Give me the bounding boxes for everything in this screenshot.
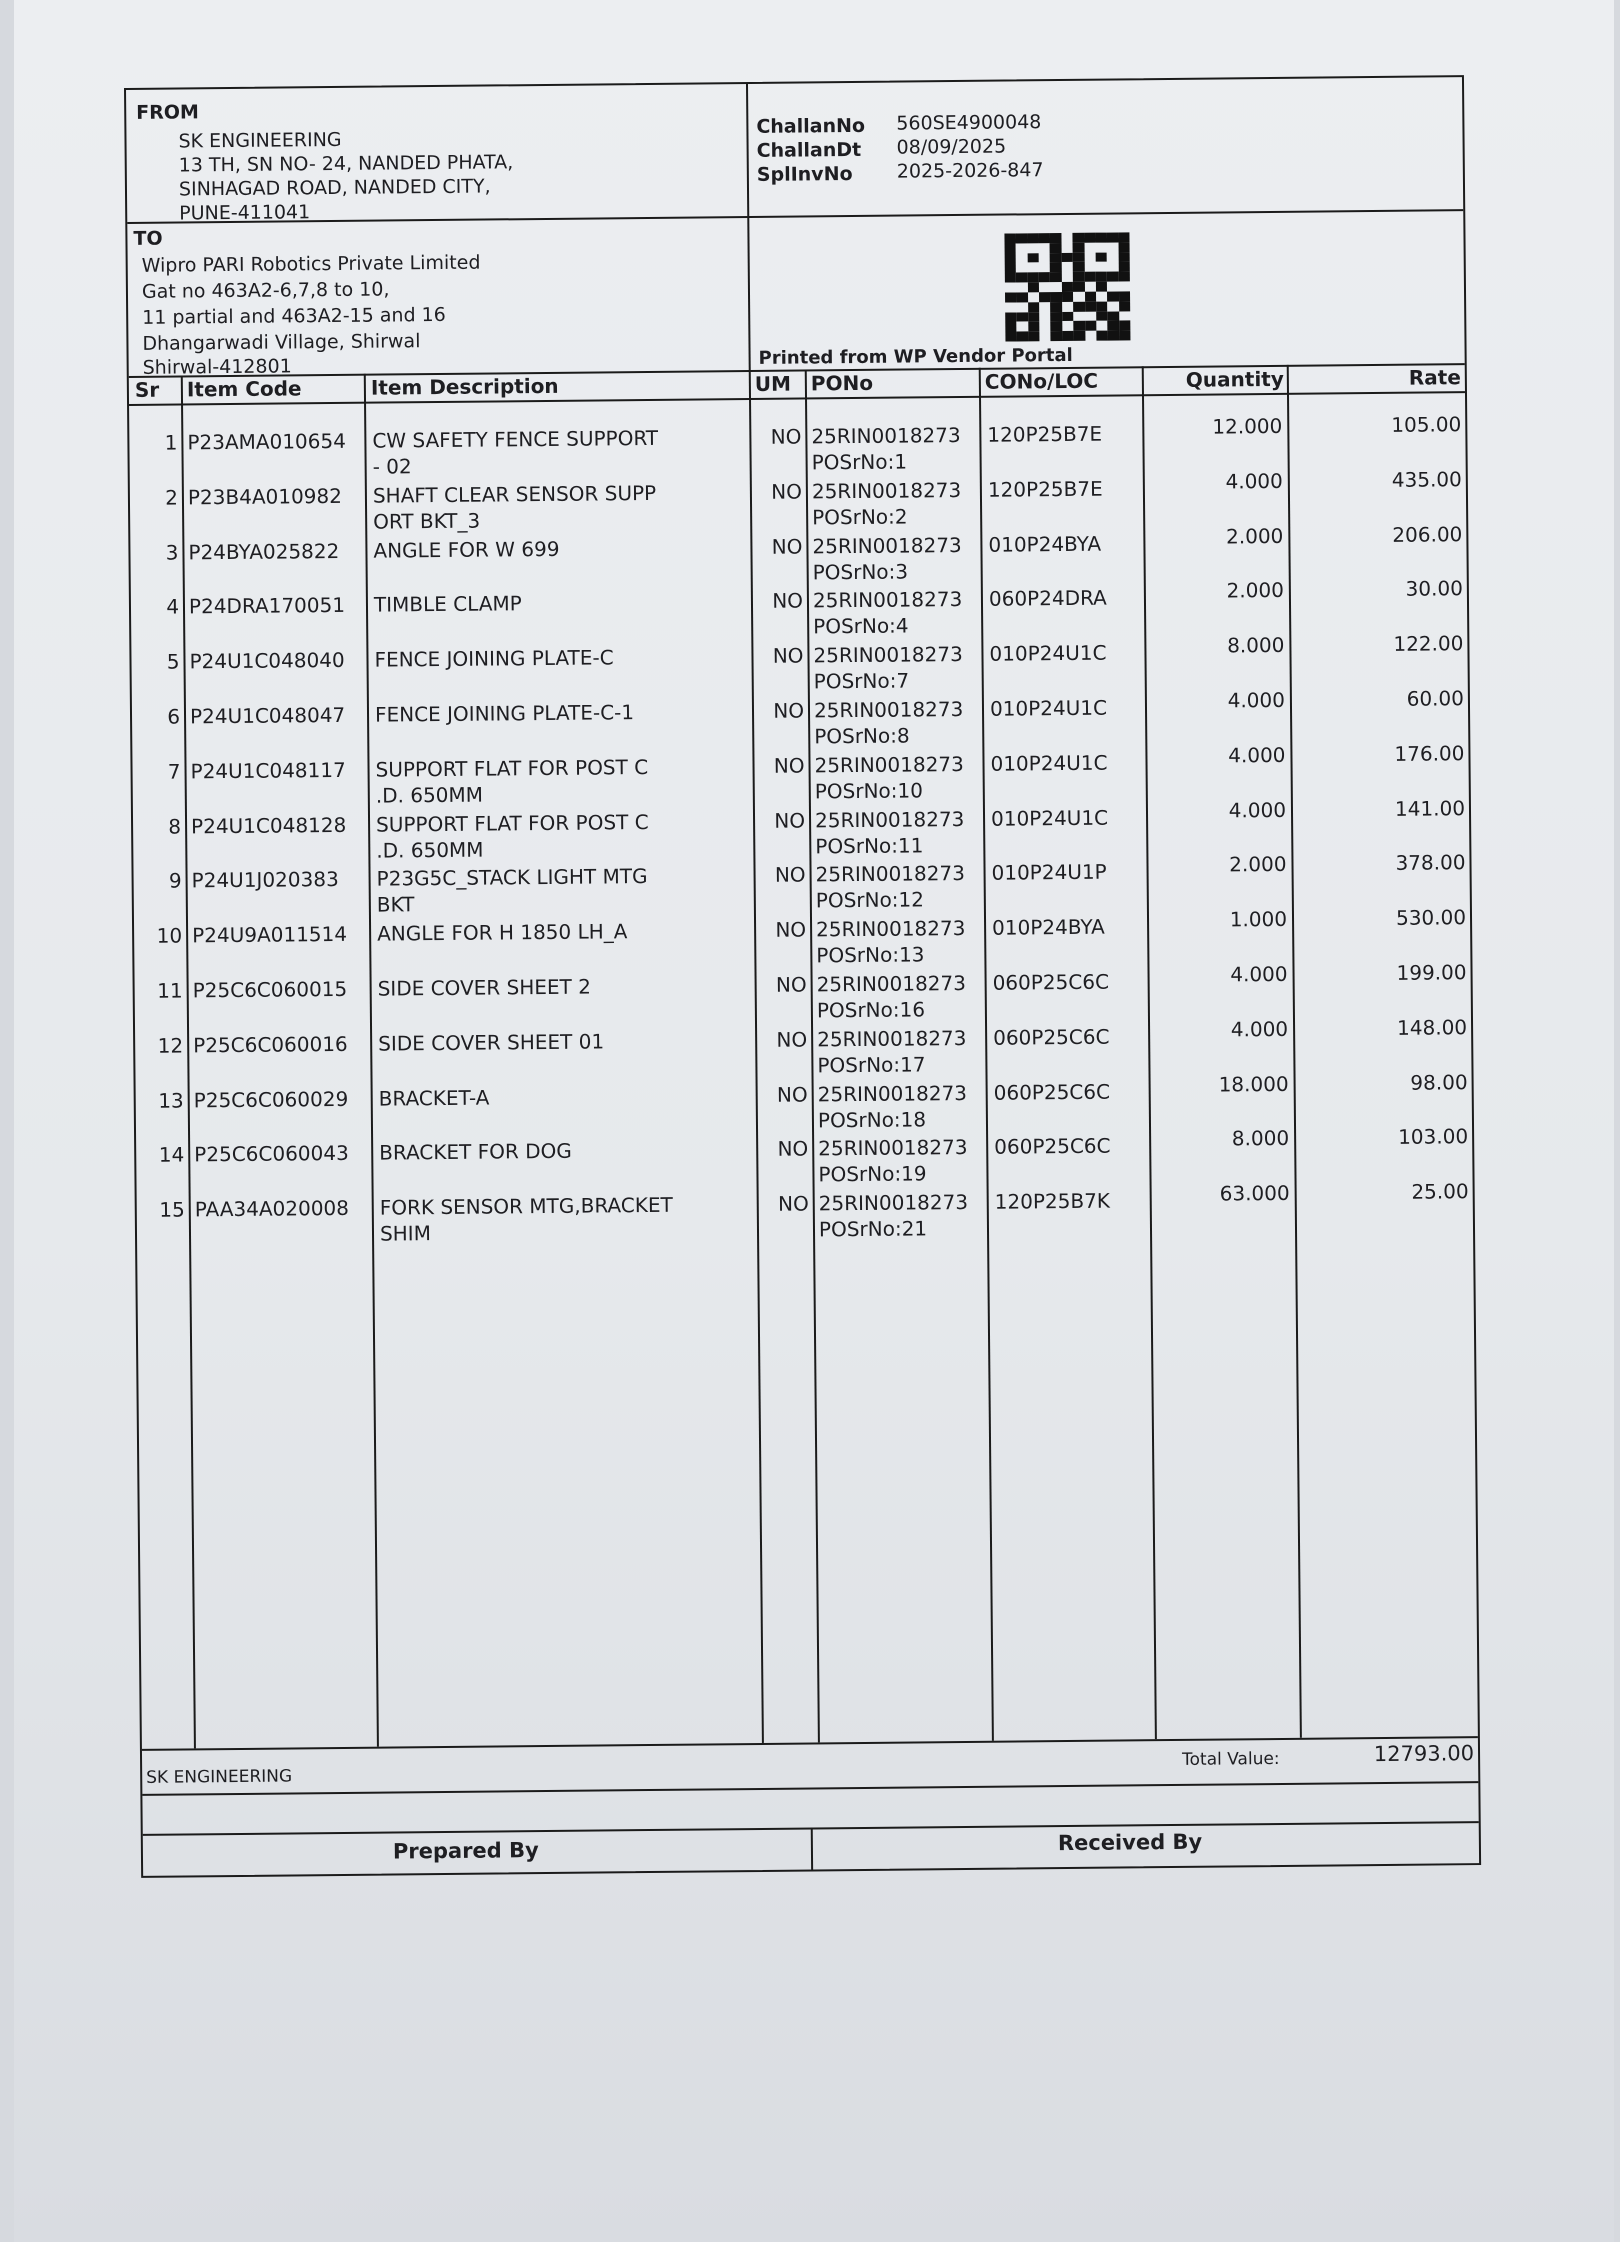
item-description-line: SUPPORT FLAT FOR POST C	[375, 809, 649, 837]
vendor-portal-note: Printed from WP Vendor Portal	[758, 344, 1073, 369]
item-sr: 2	[165, 485, 179, 510]
item-description-line: BRACKET FOR DOG	[379, 1139, 572, 1165]
item-sr: 13	[158, 1088, 184, 1113]
item-description-line: FORK SENSOR MTG,BRACKET	[379, 1192, 673, 1220]
item-sr: 9	[168, 868, 182, 893]
item-sr: 6	[167, 704, 181, 729]
item-co-no-loc: 060P25C6C	[992, 969, 1110, 995]
from-address-line: 13 TH, SN NO- 24, NANDED PHATA,	[178, 151, 514, 177]
item-description-line: TIMBLE CLAMP	[373, 591, 522, 618]
item-description-line: .D. 650MM	[375, 782, 484, 808]
item-co-no-loc: 120P25B7E	[987, 421, 1103, 447]
challan-no-label: ChallanNo	[756, 114, 866, 138]
from-label: FROM	[136, 101, 200, 124]
col-divider	[979, 368, 994, 1741]
item-co-no-loc: 010P24U1C	[989, 695, 1108, 721]
item-po-no: 25RIN0018273	[812, 532, 962, 559]
from-bottom-rule	[127, 209, 1463, 224]
item-quantity: 4.000	[1228, 797, 1287, 823]
item-quantity: 2.000	[1225, 523, 1284, 549]
item-um: NO	[770, 424, 802, 449]
item-quantity: 8.000	[1227, 633, 1285, 658]
invoice-no-label: SplInvNo	[756, 163, 853, 186]
column-header-item-code: Item Code	[186, 376, 302, 402]
item-co-no-loc: 010P24BYA	[991, 914, 1105, 940]
item-description-line: SIDE COVER SHEET 01	[378, 1029, 605, 1056]
item-quantity: 2.000	[1229, 852, 1287, 877]
item-sr: 8	[168, 814, 182, 839]
item-quantity: 8.000	[1231, 1126, 1290, 1151]
item-um: NO	[772, 588, 804, 614]
item-code: P24U1C048117	[190, 757, 346, 784]
item-code: P24U9A011514	[192, 922, 348, 948]
item-sr: 4	[166, 594, 180, 620]
item-po-sr-no: POSrNo:17	[817, 1052, 926, 1078]
item-um: NO	[775, 917, 807, 942]
item-code: P24U1C048047	[189, 702, 346, 729]
item-description-line: SHIM	[379, 1221, 432, 1246]
item-co-no-loc: 060P25C6C	[993, 1079, 1111, 1105]
item-um: NO	[772, 643, 804, 668]
item-co-no-loc: 120P25B7K	[994, 1188, 1111, 1214]
item-um: NO	[776, 1082, 808, 1107]
item-po-no: 25RIN0018273	[817, 1080, 968, 1106]
column-header-po-no: PONo	[810, 370, 874, 396]
header-divider	[746, 84, 751, 370]
item-code: P24BYA025822	[188, 538, 340, 564]
item-po-no: 25RIN0018273	[816, 970, 967, 997]
paper-sheet	[14, 0, 1614, 2242]
item-quantity: 4.000	[1228, 742, 1286, 768]
item-rate: 378.00	[1395, 850, 1466, 876]
column-header-quantity: Quantity	[1185, 366, 1284, 392]
item-po-sr-no: POSrNo:11	[815, 832, 924, 858]
item-quantity: 4.000	[1227, 687, 1286, 713]
item-code: P23B4A010982	[187, 483, 343, 510]
item-rate: 25.00	[1411, 1179, 1469, 1204]
item-quantity: 4.000	[1225, 468, 1283, 494]
item-quantity: 12.000	[1212, 413, 1283, 439]
item-description-line: BRACKET-A	[378, 1085, 490, 1111]
from-company-name: SK ENGINEERING	[178, 128, 342, 153]
item-po-no: 25RIN0018273	[812, 587, 963, 613]
item-description-line: ANGLE FOR H 1850 LH_A	[377, 919, 628, 946]
item-um: NO	[771, 479, 803, 504]
column-header-rule	[129, 391, 1465, 406]
col-divider	[181, 375, 196, 1748]
item-code: P25C6C060016	[193, 1031, 348, 1058]
item-po-no: 25RIN0018273	[815, 861, 965, 887]
item-um: NO	[775, 972, 807, 997]
item-co-no-loc: 010P24U1P	[991, 859, 1107, 886]
prepared-by-label: Prepared By	[392, 1838, 539, 1864]
item-code: P24U1C048128	[190, 812, 347, 838]
item-um: NO	[771, 534, 803, 559]
delivery-challan	[124, 75, 1481, 1878]
item-sr: 1	[164, 430, 178, 455]
item-code: P24U1J020383	[191, 867, 339, 893]
item-sr: 12	[157, 1033, 184, 1058]
item-rate: 148.00	[1396, 1014, 1468, 1040]
item-quantity: 2.000	[1226, 578, 1284, 603]
column-header-rate: Rate	[1408, 365, 1461, 390]
item-po-sr-no: POSrNo:18	[817, 1106, 927, 1132]
item-sr: 7	[167, 759, 181, 784]
item-quantity: 1.000	[1229, 907, 1288, 932]
item-sr: 15	[159, 1197, 185, 1222]
item-description-line: FENCE JOINING PLATE-C	[374, 645, 614, 672]
item-co-no-loc: 060P25C6C	[994, 1133, 1111, 1160]
item-description-line: ORT BKT_3	[373, 508, 481, 534]
item-description-line: BKT	[376, 892, 415, 918]
item-description-line: FENCE JOINING PLATE-C-1	[374, 700, 635, 727]
item-po-sr-no: POSrNo:10	[814, 778, 924, 804]
item-po-sr-no: POSrNo:3	[812, 559, 909, 585]
column-header-sr: Sr	[134, 377, 160, 402]
to-address-line: Wipro PARI Robotics Private Limited	[141, 251, 481, 277]
item-um: NO	[777, 1136, 809, 1162]
column-header-co-no-loc: CONo/LOC	[984, 368, 1099, 394]
item-sr: 14	[158, 1142, 185, 1168]
item-description-line: - 02	[372, 454, 412, 479]
challan-date-label: ChallanDt	[756, 138, 862, 162]
item-po-no: 25RIN0018273	[818, 1135, 968, 1161]
col-divider	[749, 370, 764, 1743]
item-description-line: P23G5C_STACK LIGHT MTG	[376, 864, 648, 892]
qr-code-icon	[1004, 232, 1130, 341]
item-po-sr-no: POSrNo:4	[813, 613, 909, 639]
to-address-line: 11 partial and 463A2-15 and 16	[142, 303, 446, 329]
challan-no-value: 560SE4900048	[896, 111, 1042, 135]
item-description-line: ANGLE FOR W 699	[373, 536, 560, 563]
item-description-line: CW SAFETY FENCE SUPPORT	[372, 425, 659, 453]
col-divider	[1142, 366, 1157, 1739]
item-quantity: 63.000	[1219, 1181, 1290, 1206]
item-code: P24U1C048040	[189, 648, 345, 674]
item-code: P23AMA010654	[187, 428, 346, 455]
invoice-no-value: 2025-2026-847	[896, 159, 1044, 183]
item-um: NO	[776, 1027, 808, 1052]
item-um: NO	[773, 753, 805, 778]
item-po-sr-no: POSrNo:12	[815, 887, 925, 913]
item-quantity: 18.000	[1218, 1071, 1289, 1097]
item-rate: 141.00	[1394, 795, 1466, 821]
item-po-sr-no: POSrNo:1	[811, 449, 908, 475]
col-divider	[1287, 365, 1302, 1738]
item-code: PAA34A020008	[194, 1196, 350, 1222]
to-address-line: Shirwal-412801	[142, 355, 292, 379]
item-code: P24DRA170051	[188, 593, 346, 619]
item-description-line: SIDE COVER SHEET 2	[377, 974, 591, 1001]
item-rate: 30.00	[1405, 576, 1463, 602]
item-sr: 3	[165, 540, 179, 565]
item-code: P25C6C060029	[193, 1086, 349, 1112]
item-co-no-loc: 060P24DRA	[988, 585, 1107, 612]
item-co-no-loc: 010P24U1C	[989, 640, 1107, 666]
item-code: P25C6C060015	[192, 976, 348, 1003]
col-divider	[364, 374, 379, 1747]
item-description-line: SHAFT CLEAR SENSOR SUPP	[372, 480, 657, 508]
item-rate: 122.00	[1393, 631, 1464, 657]
item-po-sr-no: POSrNo:13	[816, 942, 925, 968]
item-co-no-loc: 120P25B7E	[987, 476, 1103, 502]
item-po-no: 25RIN0018273	[815, 916, 966, 942]
item-rate: 206.00	[1392, 521, 1463, 547]
from-address-line: SINHAGAD ROAD, NANDED CITY,	[178, 175, 491, 201]
item-quantity: 4.000	[1230, 1016, 1289, 1042]
footer-rule	[142, 1781, 1478, 1796]
item-um: NO	[773, 698, 805, 723]
item-co-no-loc: 010P24U1C	[990, 805, 1109, 831]
item-po-no: 25RIN0018273	[813, 696, 964, 723]
item-sr: 11	[157, 978, 183, 1003]
item-description-line: SUPPORT FLAT FOR POST C	[375, 754, 649, 782]
item-rate: 60.00	[1406, 686, 1465, 711]
item-po-no: 25RIN0018273	[814, 806, 965, 832]
item-um: NO	[777, 1191, 809, 1216]
to-label: TO	[133, 227, 163, 250]
from-address-line: PUNE-411041	[179, 201, 311, 225]
item-po-no: 25RIN0018273	[811, 422, 961, 449]
to-address-line: Dhangarwadi Village, Shirwal	[142, 330, 421, 355]
challan-date-value: 08/09/2025	[896, 135, 1007, 159]
footer-company-name: SK ENGINEERING	[146, 1766, 293, 1788]
item-rate: 98.00	[1410, 1069, 1468, 1095]
footer-divider	[811, 1827, 813, 1869]
item-co-no-loc: 060P25C6C	[993, 1024, 1110, 1050]
received-by-label: Received By	[1057, 1829, 1203, 1856]
item-po-sr-no: POSrNo:8	[814, 723, 910, 749]
item-po-sr-no: POSrNo:21	[818, 1216, 928, 1242]
item-rate: 105.00	[1391, 412, 1462, 437]
item-sr: 10	[156, 923, 183, 948]
column-header-item-description: Item Description	[370, 373, 559, 400]
item-code: P25C6C060043	[194, 1141, 349, 1167]
item-po-no: 25RIN0018273	[813, 642, 963, 668]
item-description-line: .D. 650MM	[376, 837, 484, 863]
item-um: NO	[774, 808, 806, 833]
total-value-amount: 12793.00	[1373, 1741, 1475, 1767]
item-quantity: 4.000	[1230, 961, 1288, 987]
total-value-label: Total Value:	[1182, 1748, 1280, 1770]
item-po-sr-no: POSrNo:2	[812, 504, 908, 530]
item-rate: 176.00	[1394, 740, 1465, 766]
item-co-no-loc: 010P24BYA	[988, 531, 1102, 557]
item-rate: 199.00	[1396, 960, 1467, 985]
item-po-sr-no: POSrNo:16	[816, 997, 926, 1023]
item-co-no-loc: 010P24U1C	[990, 750, 1108, 776]
to-address-line: Gat no 463A2-6,7,8 to 10,	[141, 278, 390, 303]
item-po-sr-no: POSrNo:7	[813, 668, 910, 694]
column-header-um: UM	[754, 371, 792, 396]
item-rate: 530.00	[1395, 905, 1467, 931]
item-po-sr-no: POSrNo:19	[818, 1161, 927, 1187]
item-um: NO	[774, 862, 806, 888]
item-po-no: 25RIN0018273	[818, 1190, 969, 1216]
item-rate: 435.00	[1391, 466, 1462, 492]
item-po-no: 25RIN0018273	[814, 751, 964, 778]
item-po-no: 25RIN0018273	[817, 1025, 967, 1052]
item-sr: 5	[166, 649, 180, 674]
item-rate: 103.00	[1398, 1124, 1469, 1150]
item-po-no: 25RIN0018273	[811, 477, 962, 504]
